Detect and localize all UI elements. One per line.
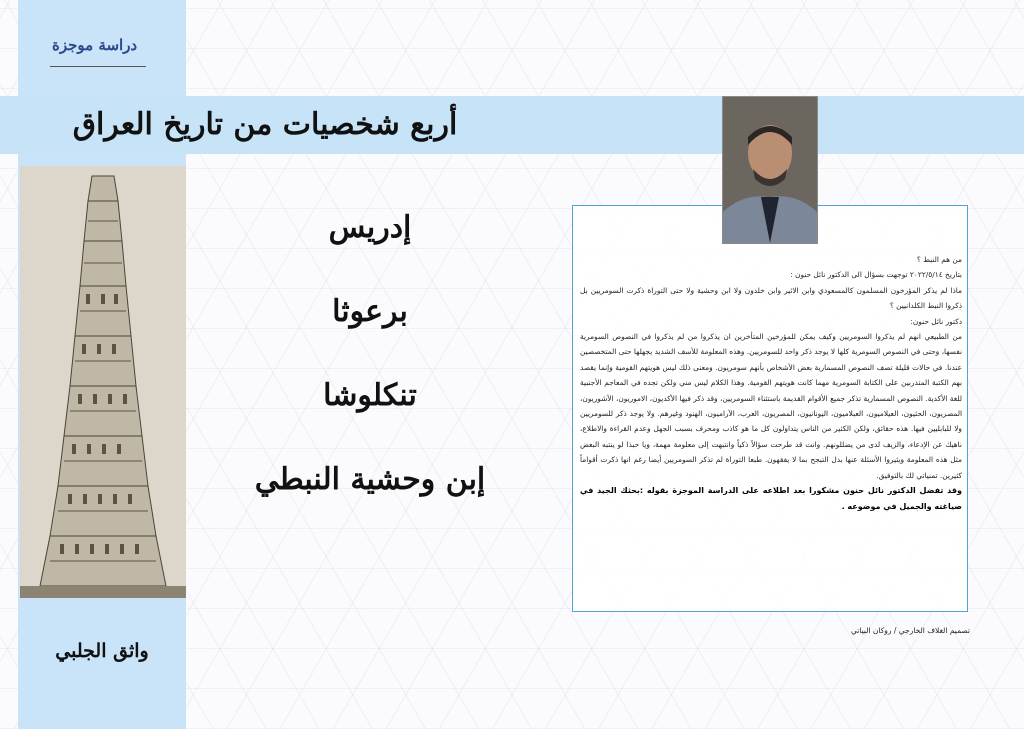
text-paragraph: من هم النبط ؟: [916, 255, 962, 264]
series-underline: [50, 66, 146, 67]
figure-name-3: تنكلوشا: [323, 378, 417, 413]
figure-name-4: إبن وحشية النبطي: [254, 462, 486, 497]
text-paragraph: من الطبيعي انهم لم يذكروا السومريين وكيف يمكن للمؤرخين المتأخرين ان يذكروا من لم يذكروا في النصوص السومرية نفسها، وحتى في النصوص السومرية كلها لا يوجد ذكر واحد للسومريين. وهذه المعلومة للأسف الشديد يجهلها حتى المتخصصين عندنا. في حالات قليلة تصف النصوص المسمارية بعض الأشخاص بأنهم سومريون. ومعنى ذلك ليس هويتهم القومية وإنما يقصد بهم الكتبة المتدربين على الكتابة السومرية مهما كانت هويتهم القومية. وهذا الكلام ليس مني ولكن تجده في المعاجم الأجنبية للغة الأكدية. النصوص المسمارية تذكر جميع الأقوام القديمة باستثناء السومريين، وقد ذكر فيها الأكديون، الاموريون، الآشوريون، المصريون، الحثيون، العيلاميون، العبلاميون، اليونانيون، المصريون، العرب، الآراميون، الهنود وغيرهم. ولا يوجد ذكر للسومريين ولا للبابليين فيها. هذه حقائق، ولكن الكثير من الناس يتداولون كل ما هو كاذب ومحرف بسبب الجهل وعدم القراءة والاطلاع، ناهيك عن الإدعاء، والزيف لدى من يضللونهم. وانت قد طرحت سؤالاً ذكياً وانتبهت إلى معلومة مهمة، ويا حبذا لو ينتبه البعض مثل هذه المعلومة ويثيروا الأسئلة عنها بدل التبجح بما لا يفقهون. طبعا التوراة لم تذكر السومريين أيضا رغم انها ذكرت أقواماً كثيرين. تمنياتي لك بالتوفيق.: [580, 332, 962, 480]
figure-name-1: إدريس: [328, 210, 412, 245]
series-label: دراسة موجزة: [52, 36, 138, 54]
tower-of-babel-illustration: [20, 166, 186, 598]
author-name: واثق الجلبي: [55, 640, 149, 662]
figure-name-2: برعوثا: [332, 294, 408, 329]
author-photo: [722, 96, 818, 244]
back-cover-text: [580, 252, 962, 514]
text-paragraph: بتاريخ ٢٠٢٢/٥/١٤ توجهت بسؤال الى الدكتور نائل حنون :: [790, 270, 962, 280]
text-paragraph: ماذا لم يذكر المؤرخون المسلمون كالمسعودي وابن الاثير وابن خلدون ولا ابن وحشية ولا حتى التوراة ذكرت السومريين بل ذكروا النبط الكلدانيين ؟: [580, 285, 962, 311]
text-paragraph: دكتور نائل حنون:: [910, 316, 962, 326]
cover-design-credit: تصميم الغلاف الخارجي / روكان البياتي: [851, 626, 970, 635]
book-title: أربع شخصيات من تاريخ العراق: [72, 107, 458, 142]
closing-statement: وقد تفضل الدكتور نائل حنون مشكورا بعد اطلاعه على الدراسة الموجزة بقوله :بحثك الجيد في صياغته والجميل في موضوعه .: [580, 486, 962, 511]
